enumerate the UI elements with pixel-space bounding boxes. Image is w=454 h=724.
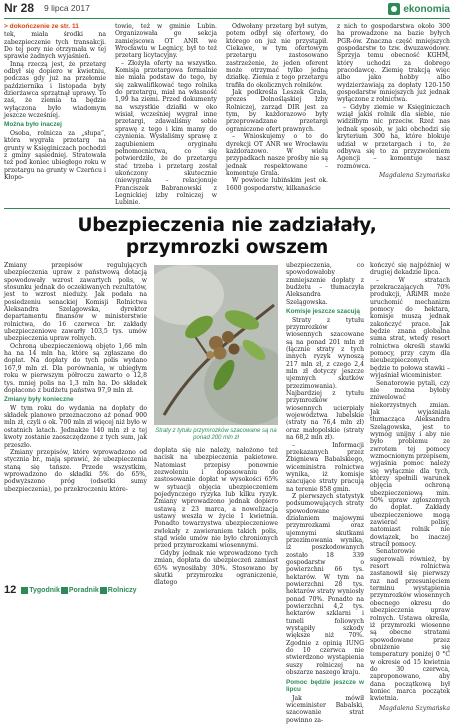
logo-square-icon — [21, 587, 28, 594]
paragraph: Zmiany przepisów regulujących ubezpieczenia upraw z państwową dotacją spowodowały wzrost zawartych polis, w stosunku jednak do oczekiwanych rezultatów, jest to wzrost nieduży. Jak podała na posiedzeniu senackiej Komisji Rolnictwa Aleksandra Szelągowska, dyrektor departamentu finansów w ministerstwie rolnictwa, do 16 czerwca br. zakłady ubezpieczeniowe zawarły 103,5 tys. umów ubezpieczenia upraw rolnych. — [4, 262, 147, 343]
headline-line-2: przymrozki owszem — [125, 237, 329, 258]
subheading: Komisje jeszcze szacują — [286, 308, 360, 316]
page-number: 12 — [4, 584, 17, 596]
section-name: ekonomia — [403, 3, 450, 15]
paragraph: Osoba, rolnicza za „słupa”, która wygrała przetarg na grunty w Księginiczach pochodzi z gminy sąsiedniej. Stratowała też pod koniec ubiegłego roku w przetargu na grunty w Czerńcu i Kłopo- — [4, 130, 106, 182]
paragraph: Gdyby jednak nie wprowadzono tych zmian, dopłata do ubezpieczeń zamiast 65% wynosiłaby 30%. Stosowano by skutki przymrozku ograniczenie, dlatego — [154, 549, 278, 587]
paragraph: kończyć się najpóźniej w drugiej dekadzie lipca. — [370, 262, 450, 277]
top-column-3 — [226, 23, 328, 192]
bottom-column-1 — [4, 262, 147, 493]
paragraph: – Złożyła oferty na wszystko. Komisja przetargowa formalnie nie miała podstaw do tego, by się zakwalifikować tego rolnika do przetargu, miał na własność 1,99 ha ziemi. Przed dokumenty na wszystkie działki w oko wisiał, wcześniej wygrał inne przetargi, zdawaliśmy sobie sprawę z tego i kim mamy do czynienia. Wysłaliśmy sprawę z zagubieniem oryginału pełnomocnictwa, co się potwierdziło, że do przetargu stać trzeba i przetarg został ukończony skutecznie (niewygrała – relacjonuje Franciszek Babranowski z Legnickiej izby rolniczej w Lubinie. — [115, 59, 217, 207]
section-logo-icon — [388, 3, 400, 15]
paragraph: dopłata się nie należy, nałożono też nacisk na ubezpieczenia pakietowe. Natomiast przepisy ponownie zezwoleniu i dopasowaniu do zastosowanie dopłat w wysokości 65% w sytuacji objęcia ubezpieczeniem pojedynczego ryzyka lub kilku ryzyk. Zmiany wprowadzono jednak dopiero ustawą z 23 marca, a nowelizacja ustawy weszła w życie 1 kwietnia. Ponadto towarzystwa ubezpieczeniowe zwlekały z zawieraniem takich polis, stąd wiele umów nie było chronionych przed przymrozkami wiosennymi. — [154, 447, 278, 550]
photo-illustration — [154, 265, 278, 425]
issue-date: 9 lipca 2017 — [44, 3, 90, 13]
top-column-2 — [115, 23, 217, 207]
top-column-1 — [4, 23, 106, 181]
headline-line-1: Ubezpieczenia nie zadziałały, — [77, 215, 377, 236]
bottom-column-2 — [154, 447, 278, 587]
paragraph: Jak mówił wiceminister Babalski, szacowanie strat powinno za- — [286, 694, 364, 724]
paragraph: Zmiany przepisów, które wprowadzono od stycznia br., mają sprawić, że ubezpieczenia staną się tańsze. Przede wszystkim, wprowadzono do składki 5% do 65%, podwyższono próg (odsetki sumy ubezpieczenia), po przekroczeniu które- — [4, 448, 147, 493]
paragraph: – Gdyby ziemie w Księginiczach wziął jakiś rolnik dla siebie, nie widziłbym nic przeciw. Rzeź nas jednak sposób, w jaki obchodzi się kryterium 300 ha, które blokuje udział w przetargach i to, że odbywa się to za przyzwoleniem Agencji – komentuje nasz rozmówca. — [337, 103, 450, 170]
logo-square-icon — [61, 587, 68, 594]
continuation-note: > dokończenie ze str. 11 — [4, 23, 79, 30]
paragraph: – Wnioskujemy o to do dyrekcji OT ANR we Wrocławiu każdorazowo. W wielu przypadkach nasze prośby nie są jednak respektowane – komentuje Grala. — [226, 133, 329, 177]
author-signature: Magdalena Szymańska — [379, 171, 450, 179]
paragraph: Inną rzeczą jest, że przetarg odbył się dopiero w kwietniu, podczas gdy już na przełomie października i listopada były dzierżawca sprzątnął uprawy. To zaś, że ziemia ta będzie wyłączona było wiadomym jeszcze wcześniej. — [4, 60, 106, 120]
paragraph: Senatorowie pytali, czy nie można byłoby zniwelować niekorzystnych zmian. Jak wyjaśniała tłumacząca Aleksandra Szelągowska, jest to wymóg unijny i aby nie było problemu ze zwrotem tej pomocy wzmocnionym przepisem, wyjaśnia pomoc należy się wyłącznie dla tych, którzy spełnili warunek objęcia ochroną ubezpieczeniową min. 50% upraw zgłoszonych do dopłat. Zakłady ubezpieczeniowe mogą zawierać polisy, natomiast rolnik nie dowiązek, bo inaczej stracił pomocy. — [370, 379, 450, 549]
paragraph: Ochroną ubezpieczeniową objęto 1,66 mln ha na 14 mln ha, które są zgłaszane do dopłat. Na dopłaty do tych polis wydano 167,9 mln zł. Dla porównania, w ubiegłym roku w pierwszym półroczu zawarto o 12,8 tys. mniej polis na 1,3 mln ha. Do składek dopłacono z budżetu państwa 97,9 mln zł. — [4, 342, 147, 394]
author-signature: Magdalena Szymańska — [379, 704, 450, 712]
logo-square-icon — [100, 587, 107, 594]
photo-caption: Straty z tytułu przymrozków szacowane są na ponad 200 mln zł — [155, 428, 277, 441]
frost-damaged-fruit-photo — [154, 265, 278, 425]
paragraph: Senatorowie sugerowali również, by resort rolnictwa zastanowił się pierwszy raz nad przesunięciem terminu wystąpienia przymrozków wiosennych obecnego okresu do ubezpieczenia upraw rolnych. Ustawa określa, iż przymrozki wiosenne są obecne stratami spowodowane przez obniżenie się temperatury poniżej 0 °C w okresie od 15 kwietnia do 30 czerwca, zaproponowano, aby dana początkową był koniec marca początek kwietnia. — [370, 548, 450, 703]
paragraph: towie, też w gminie Lubin. Organizowała go sekcja zamiejscowa OT ANR we Wrocławiu w Legnicy, był to też przetarg licytacyjny. — [115, 23, 217, 60]
paragraph: tek, miała środki na zabezpieczenie tych transakcji. Do tej pory nie otrzymała w tej sprawie żadnych wyjaśnień. — [4, 31, 106, 61]
paragraph: W powiecie lubińskim jest ok. 1600 gospodarstw, kilkanaście — [226, 177, 328, 192]
bottom-column-3 — [286, 262, 364, 724]
header-rule — [4, 18, 450, 19]
page-header — [0, 0, 454, 18]
page-footer — [4, 583, 137, 597]
top-column-4 — [337, 23, 450, 179]
section-divider — [4, 208, 450, 209]
subheading: Można było inaczej — [4, 121, 62, 129]
paragraph: – W stratach przekraczających 70% produkcji, ARiMR może uruchomić mechanizm pomocy do hektara, komisje muszą jednak zakończyć prace. Jak będzie znana globalna suma strat, wtedy resort rolnictwa określi stawki pomocy, przy czym dla nieubezpieczonych będzie to połowa stawki – wyjaśniał wiceminister. — [370, 276, 450, 380]
logo-word-2: Poradnik — [68, 586, 99, 594]
publication-logo — [20, 587, 136, 594]
article-headline — [0, 215, 454, 259]
paragraph: Z pierwszych statystyk podsumowujących straty spowodowane działaniem majowymi przymrozkami oraz ujemnymi skutkami przezimowania wynika, iż poszkodowanych zostało 18 339 gospodarstw o powierzchni 66 tys. hektarów. W tym na powierzchni 28 tys. hektarów straty wyniosły ponad 70%. Ponadto na powierzchni 4,2 tys. hektarów szklarni i tuneli foliowych wystąpiły szkody większe niż 70%. Zgodnie z opinią IUNG do 10 czerwca nie stwierdzono wystąpienia suszy rolniczej na obszarze naszego kraju. — [286, 492, 364, 677]
logo-word-3: Rolniczy — [107, 586, 137, 594]
paragraph: W tym roku do wydania na dopłaty do składek planowo przeznaczono aż ponad 900 mln zł, czyli o ok. 700 mln zł więcej niż było w ostatnich latach. Jednakże 140 mln zł z tej kwoty zostanie zaoszczędzone z tych sum, jak przeszło. — [4, 404, 147, 449]
paragraph: Jak podkreśla Leszek Grala, prezes Dolnośląskiej Izby Rolniczej, zarząd DIR jest za tym, by każdorazowo były przeprowadzane przetargi ograniczone ofert prawnych. — [226, 89, 328, 133]
paragraph: ubezpieczenia, co spowodowałoby zmniejszenie dopłaty z budżetu – tłumaczyła Aleksandra Szelągowska. — [286, 262, 364, 306]
section-brand — [388, 2, 450, 16]
subheading: Zmiany były konieczne — [4, 396, 74, 404]
logo-word-1: Tygodnik — [29, 586, 60, 594]
paragraph: Straty z tytułu przymrozków wiosennych szacowane są na ponad 201 mln zł (łącznie straty z tych innych ryzyk wynoszą 217 mln zł, z czego 2,4 mln zł dotyczy jeszcze ujemnych skutków przezimowania). Najbardziej z tytułu przymrozków wiosennych ucierpiały województwa lubelskie (straty na 76,4 mln zł) oraz małopolskie (straty na 68,2 mln zł). — [286, 316, 364, 442]
issue-number: Nr 28 — [4, 1, 35, 15]
subheading: Pomoc będzie jeszcze w lipcu — [286, 678, 364, 694]
paragraph: Odwołany przetarg był sutym, potem odbył się ofertowy, do którego on już nie przystąpił. Ciekawe, w tym ofertowym przetargu zastosowano zastrzeżenie, że jeden oferent może otrzymać tylko jedną działkę. Ziemia z tego przetargu trafiła do okolicznych rolników. — [226, 23, 328, 89]
bottom-column-4 — [370, 262, 450, 712]
paragraph: z nich to gospodarstwa około 300 ha prowadzone na bazie byłych PGR-ów. Znaczna część mniejszych gospodarstw to tzw. dwuzawodowy. Sprzyja temu obecność KGHM, który uchodzi za dobrego pracodawcę. Ziemię trakcją więc albo jako hobby albo wydzierżawiają za dopłaty 120-150 gospodarstw mniejszych już jednak wyłączone z rolnictwa. — [337, 23, 450, 104]
paragraph: – Informacji przekazanych przez Zbigniewa Babalskiego, wiceministra rolnictwa wynika, iż komisje szacujące straty pracują na terenie 858 gmin. — [286, 441, 364, 493]
